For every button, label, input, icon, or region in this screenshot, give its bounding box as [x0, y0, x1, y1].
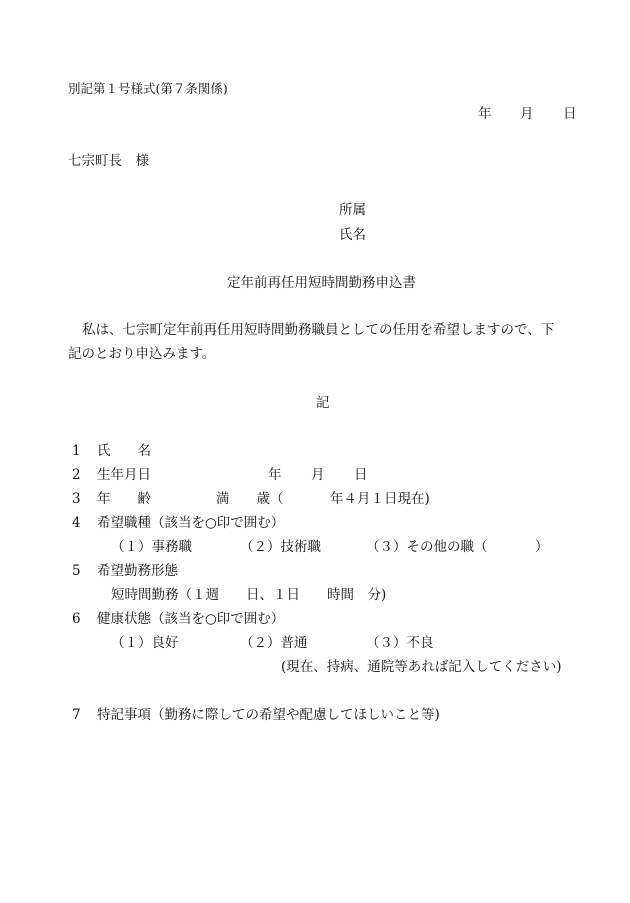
health-option-2: （２）普通 — [240, 635, 308, 651]
item-2-number: 2 — [72, 467, 81, 483]
body-line-1: 私は、七宗町定年前再任用短時間勤務職員としての任用を希望しますので、下 — [82, 322, 555, 338]
item-2-label: 生年月日 — [97, 467, 151, 483]
item-6-label: 健康状態（該当を○印で囲む） — [97, 611, 285, 627]
item-7-label: 特記事項（勤務に際しての希望や配慮してほしいこと等) — [97, 707, 440, 723]
health-note: (現在、持病、通院等あれば記入してください) — [281, 659, 562, 675]
date-year-label: 年 — [478, 106, 492, 122]
item-7-number: 7 — [72, 707, 81, 723]
job-option-2: （２）技術職 — [240, 539, 321, 555]
age-reference-date: 年４月１日現在) — [330, 491, 430, 507]
item-3-label: 年 齢 — [97, 491, 151, 507]
birth-year-label: 年 — [268, 467, 282, 483]
health-option-1: （１）良好 — [111, 635, 179, 651]
job-option-1: （１）事務職 — [111, 539, 192, 555]
date-month-label: 月 — [520, 106, 534, 122]
date-day-label: 日 — [563, 106, 577, 122]
age-field: 満 歳（ — [216, 491, 284, 507]
item-5-number: 5 — [72, 563, 81, 579]
ki-heading: 記 — [316, 395, 330, 411]
item-1-label: 氏 名 — [97, 443, 151, 459]
form-label: 別記第１号様式(第７条関係) — [68, 81, 228, 96]
name-label: 氏名 — [339, 227, 366, 243]
item-4-label: 希望職種（該当を○印で囲む） — [97, 515, 285, 531]
job-option-3-close: ） — [535, 539, 549, 555]
item-4-number: 4 — [72, 515, 81, 531]
addressee: 七宗町長 様 — [68, 153, 149, 169]
work-detail: 短時間勤務（１週 日、１日 時間 分) — [111, 587, 387, 603]
item-5-label: 希望勤務形態 — [97, 563, 178, 579]
body-line-2: 記のとおり申込みます。 — [68, 346, 216, 362]
item-1-number: 1 — [72, 443, 81, 459]
birth-day-label: 日 — [354, 467, 368, 483]
item-3-number: 3 — [72, 491, 81, 507]
affiliation-label: 所属 — [339, 202, 366, 218]
birth-month-label: 月 — [311, 467, 325, 483]
document-title: 定年前再任用短時間勤務申込書 — [227, 275, 416, 291]
job-option-3: （３）その他の職（ — [366, 539, 488, 555]
item-6-number: 6 — [72, 611, 81, 627]
health-option-3: （３）不良 — [366, 635, 434, 651]
